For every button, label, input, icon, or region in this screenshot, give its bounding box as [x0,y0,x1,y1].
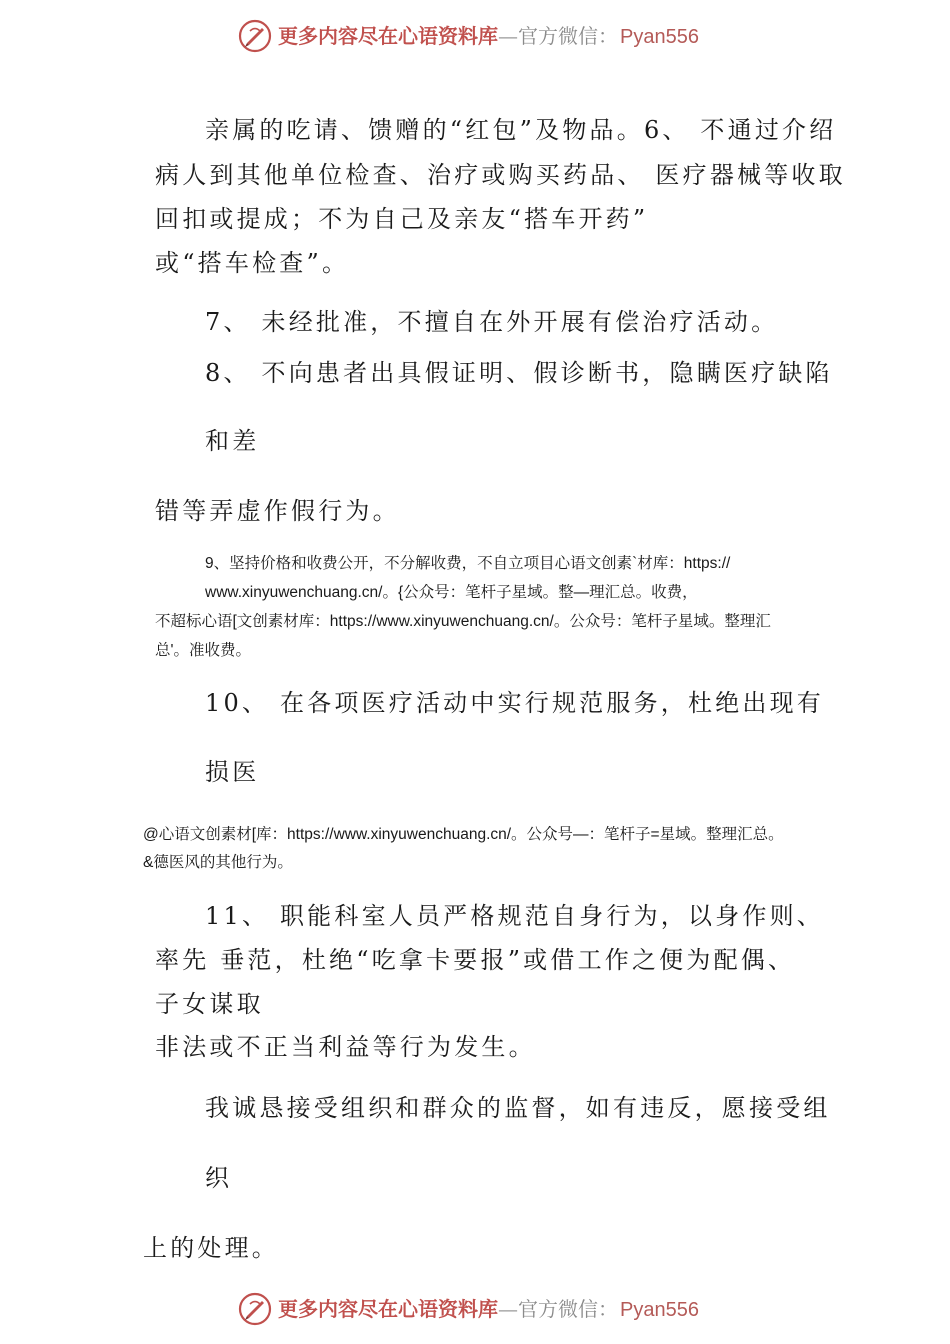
body-line-16: 织 [205,1164,233,1192]
footer-wechat-id: Pyan556 [620,1298,699,1321]
body-line-1: 亲属的吃请、馈赠的“红包”及物品。6、 不通过介绍 [205,116,837,144]
body-line-5: 7、 未经批准，不擅自在外开展有偿治疗活动。 [205,308,779,336]
footer-brand-text: 更多内容尽在心语资料库 [278,1296,498,1321]
body-line-17: 上的处理。 [143,1234,279,1262]
header-brand-text: 更多内容尽在心语资料库 [278,23,498,48]
body-line-4: 或“搭车检查”。 [155,249,350,277]
body-line-8: 错等弄虚作假行为。 [155,497,400,525]
footer-wechat-label: 官方微信： [518,1296,618,1321]
body-line-15: 我诚恳接受组织和群众的监督，如有违反，愿接受组 [205,1094,831,1122]
header-dash: — [498,23,518,48]
brand-logo-icon [238,19,272,53]
footer-dash: — [498,1296,518,1321]
header-banner [238,18,758,54]
footer-banner [238,1291,758,1327]
body-line-3: 回扣或提成；不为自己及亲友“搭车开药” [155,205,649,233]
small-line-5: @心语文创素材[库：https://www.xinyuwenchuang.cn/。公众号—：笔杆子=星域。整理汇总。 [143,826,784,843]
body-line-7: 和差 [205,427,260,455]
small-line-1: 9、坚持价格和收费公开，不分解收费，不自立项目心语文创素`材库：https:// [205,555,731,572]
body-line-9: 10、 在各项医疗活动中实行规范服务，杜绝出现有 [205,689,824,717]
small-line-6: &德医风的其他行为。 [143,854,293,871]
body-line-12: 率先 垂范，杜绝“吃拿卡要报”或借工作之便为配偶、 [155,946,796,974]
body-line-14: 非法或不正当利益等行为发生。 [155,1033,536,1061]
small-line-3: 不超标心语[文创素材库：https://www.xinyuwenchuang.cn/。公众号：笔杆子星域。整理汇 [155,613,771,630]
body-line-13: 子女谋取 [155,990,264,1018]
body-line-10: 损医 [205,758,260,786]
small-line-2: www.xinyuwenchuang.cn/。{公众号：笔杆子星域。整—理汇总。收费， [205,584,698,601]
footer-text [278,1291,699,1328]
header-wechat-label: 官方微信： [518,23,618,48]
body-line-6: 8、 不向患者出具假证明、假诊断书，隐瞒医疗缺陷 [205,359,833,387]
header-text [278,18,699,55]
body-line-2: 病人到其他单位检查、治疗或购买药品、 医疗器械等收取 [155,161,846,189]
body-line-11: 11、 职能科室人员严格规范自身行为，以身作则、 [205,902,824,930]
brand-logo-icon [238,1292,272,1326]
header-wechat-id: Pyan556 [620,25,699,48]
small-line-4: 总'。准收费。 [155,642,251,659]
